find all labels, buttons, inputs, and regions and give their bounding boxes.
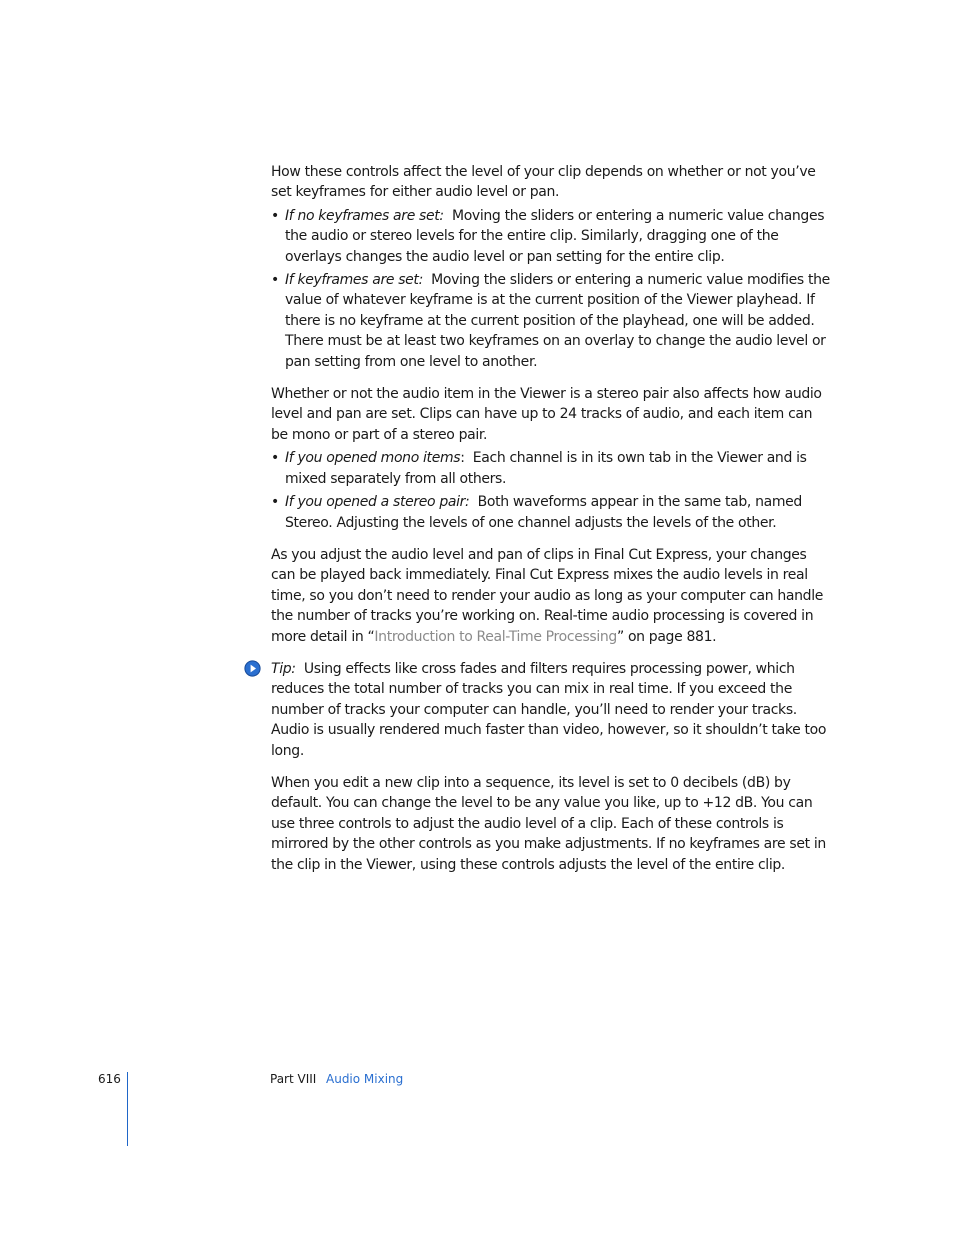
page-body: [271, 162, 831, 875]
realtime-text: As you adjust the audio level and pan of clips in Final Cut Express, your changes can be played back immediately. Final Cut Express mixes the audio levels in real time, so you don’t need to render your audio as long as your computer can handle the number of tracks you’re working on. Real-time audio processing is covered in more detail in “: [271, 546, 824, 645]
list-item: [271, 206, 831, 267]
tip-text: Using effects like cross fades and filters requires processing power, which reduces the total number of tracks you can mix in real time. If you exceed the number of tracks your computer can handle, you’ll need to render your tracks. Audio is usually rendered much faster than video, however, so it shouldn’t take too long.: [271, 660, 827, 759]
footer-divider: [127, 1072, 128, 1146]
bullet-text: Moving the sliders or entering a numeric value modifies the value of whatever keyframe is at the current position of the Viewer playhead. If there is no keyframe at the current position of the playhead, one will be added. There must be at least two keyframes on an overlay to change the audio level or pan setting from one level to another.: [285, 272, 830, 370]
default-level-paragraph: When you edit a new clip into a sequence, its level is set to 0 decibels (dB) by default. You can change the level to be any value you like, up to +12 dB. You can use three controls to adjust the audio level of a clip. Each of these controls is mirrored by the other controls as you make adjustments. If no keyframes are set in the clip in the Viewer, using these controls adjusts the level of the entire clip.: [271, 774, 826, 873]
bullet-text: Both waveforms appear in the same tab, named Stereo. Adjusting the levels of one channel adjusts the levels of the other.: [285, 494, 802, 531]
bullet-lead: If keyframes are set:: [285, 272, 423, 289]
footer-part-label: Part VIII: [270, 1072, 317, 1086]
page-number: 616: [98, 1072, 121, 1086]
list-item: [271, 448, 831, 489]
bullet-separator: :: [460, 450, 465, 467]
intro-paragraph: How these controls affect the level of your clip depends on whether or not you’ve set keyframes for either audio level or pan.: [271, 164, 816, 201]
stereo-paragraph: Whether or not the audio item in the Viewer is a stereo pair also affects how audio level and pan are set. Clips can have up to 24 tracks of audio, and each item can be mono or part of a stereo pair.: [271, 386, 822, 443]
tip-arrow-icon: [244, 660, 261, 677]
bullet-lead: If you opened mono items: [285, 450, 461, 467]
footer-section-label: Audio Mixing: [326, 1072, 404, 1086]
bullet-lead: If you opened a stereo pair:: [285, 494, 470, 511]
bullet-text: Moving the sliders or entering a numeric value changes the audio or stereo levels for the entire clip. Similarly, dragging one of the overlays changes the audio level or pan setting for the entire clip.: [285, 207, 825, 265]
bullet-lead: If no keyframes are set:: [285, 207, 444, 224]
cross-reference-link[interactable]: Introduction to Real-Time Processing: [374, 628, 617, 645]
realtime-after: ” on page 881.: [616, 628, 717, 645]
stereo-bullet-list: [271, 448, 831, 533]
list-item: [271, 270, 831, 372]
tip-lead: Tip:: [271, 660, 296, 677]
realtime-paragraph: [271, 545, 831, 647]
bullet-text: Each channel is in its own tab in the Viewer and is mixed separately from all others.: [285, 450, 807, 487]
keyframe-bullet-list: [271, 206, 831, 372]
tip-paragraph: [271, 659, 831, 761]
list-item: [271, 492, 831, 533]
